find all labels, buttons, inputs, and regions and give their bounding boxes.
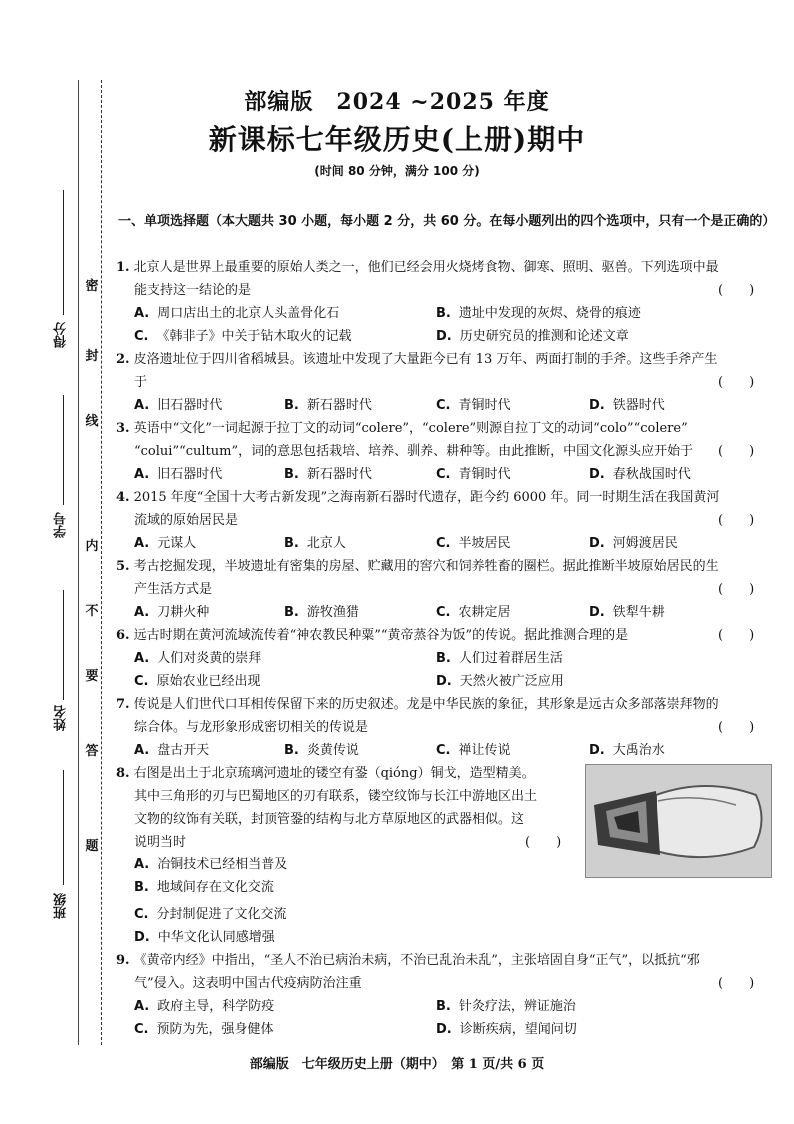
option-d[interactable]: 大禹治水 (612, 743, 665, 758)
option-letter: B. (436, 999, 451, 1014)
option-a[interactable]: 元谋人 (157, 536, 197, 551)
class-field-label: 班级 (54, 893, 69, 919)
option-d[interactable]: 诊断疾病，望闻问切 (459, 1022, 577, 1037)
option-b[interactable]: 新石器时代 (306, 467, 372, 482)
option-d[interactable]: 河姆渡居民 (612, 536, 678, 551)
question-number: 5. (116, 559, 130, 574)
option-d[interactable]: 春秋战国时代 (612, 467, 691, 482)
question-number: 4. (116, 490, 130, 505)
options-row (134, 302, 774, 325)
option-a[interactable]: 旧石器时代 (157, 467, 223, 482)
answer-blank[interactable]: ( ) (718, 444, 755, 459)
option-d[interactable]: 中华文化认同感增强 (157, 930, 275, 945)
seal-char: 要 (85, 669, 99, 684)
question-stem-cont: 于 (134, 375, 148, 390)
options-row (134, 647, 774, 670)
id-field-line[interactable] (63, 395, 64, 505)
options-row (134, 670, 774, 693)
question-number: 6. (116, 628, 130, 643)
answer-blank[interactable]: ( ) (718, 720, 755, 735)
option-d[interactable]: 天然火被广泛应用 (459, 674, 564, 689)
question-stem: 北京人是世界上最重要的原始人类之一，他们已经会用火烧烤食物、御寒、照明、驱兽。下列选项中最 (133, 260, 719, 275)
question-number: 7. (116, 697, 130, 712)
name-field-label: 姓名 (54, 705, 69, 731)
option-a[interactable]: 周口店出土的北京人头盖骨化石 (157, 306, 340, 321)
option-row (134, 926, 774, 949)
option-c[interactable]: 半坡居民 (458, 536, 511, 551)
option-letter: B. (284, 743, 299, 758)
exam-edition-title: 部编版 2024 ~2025 年度 (244, 89, 550, 115)
options-row (134, 463, 774, 486)
question-1 (116, 256, 771, 302)
option-b[interactable]: 炎黄传说 (306, 743, 359, 758)
option-letter: A. (134, 651, 150, 666)
option-letter: B. (284, 605, 299, 620)
option-a[interactable]: 冶铜技术已经相当普及 (157, 857, 288, 872)
answer-blank[interactable]: ( ) (718, 976, 755, 991)
seal-char: 密 (85, 279, 99, 294)
question-number: 1. (116, 260, 130, 275)
option-c[interactable]: 青铜时代 (458, 398, 511, 413)
option-letter: D. (436, 674, 452, 689)
question-stem-cont: “colui”“cultum”，词的意思包括栽培、培养、驯养、耕种等。由此推断，中国文化源头应开始于 (134, 444, 694, 459)
option-d[interactable]: 铁犁牛耕 (612, 605, 665, 620)
option-letter: A. (134, 743, 150, 758)
seal-char: 内 (85, 539, 99, 554)
option-letter: C. (436, 605, 451, 620)
answer-blank[interactable]: ( ) (718, 628, 755, 643)
option-letter: A. (134, 467, 150, 482)
options-row (134, 739, 774, 762)
option-letter: C. (134, 329, 149, 344)
binding-solid-line (78, 80, 79, 1045)
question-6 (116, 624, 771, 647)
option-letter: A. (134, 999, 150, 1014)
answer-blank[interactable]: ( ) (718, 283, 755, 298)
option-c[interactable]: 禅让传说 (458, 743, 511, 758)
option-letter: D. (589, 605, 605, 620)
question-3 (116, 417, 771, 463)
question-stem: 《黄帝内经》中指出，“圣人不治已病治未病，不治已乱治未乱”，主张培固自身“正气”，以抵抗“邪 (133, 953, 700, 968)
question-9 (116, 949, 771, 995)
option-b[interactable]: 人们过着群居生活 (458, 651, 563, 666)
option-letter: C. (436, 743, 451, 758)
question-stem: 右图是出土于北京琉璃河遗址的镂空有銎（qióng）铜戈，造型精美。 (133, 766, 535, 781)
option-b[interactable]: 游牧渔猎 (306, 605, 359, 620)
question-number: 2. (116, 352, 130, 367)
question-stem-cont: 气”侵入。这表明中国古代疫病防治注重 (134, 976, 362, 991)
option-row (134, 903, 774, 926)
option-letter: A. (134, 605, 150, 620)
option-b[interactable]: 针灸疗法，辨证施治 (458, 999, 576, 1014)
question-7 (116, 693, 771, 739)
option-b[interactable]: 遗址中发现的灰烬、烧骨的痕迹 (458, 306, 641, 321)
option-d[interactable]: 铁器时代 (612, 398, 665, 413)
binding-dashed-line (101, 80, 102, 1045)
name-field-line[interactable] (63, 590, 64, 700)
option-letter: D. (134, 930, 150, 945)
option-letter: C. (134, 907, 149, 922)
option-c[interactable]: 预防为先，强身健体 (156, 1022, 274, 1037)
page-footer: 部编版 七年级历史上册（期中） 第 1 页/共 6 页 (249, 1057, 545, 1072)
answer-blank[interactable]: ( ) (718, 375, 755, 390)
option-letter: D. (589, 743, 605, 758)
options-row (134, 325, 774, 348)
options-row (134, 394, 774, 417)
class-field-line[interactable] (63, 770, 64, 885)
question-stem: 英语中“文化”一词起源于拉丁文的动词“colere”，“colere”则源自拉丁文的动词“colo”“colere” (133, 421, 688, 436)
option-a[interactable]: 盘古开天 (157, 743, 210, 758)
option-a[interactable]: 刀耕火种 (157, 605, 210, 620)
bronze-dagger-axe-photo (585, 764, 772, 878)
option-c[interactable]: 青铜时代 (458, 467, 511, 482)
options-row (134, 1018, 774, 1041)
answer-blank[interactable]: ( ) (718, 513, 755, 528)
option-letter: B. (134, 880, 149, 895)
question-stem-cont: 流域的原始居民是 (134, 513, 239, 528)
option-letter: C. (436, 467, 451, 482)
question-stem: 远古时期在黄河流域流传着“神农教民种粟”“黄帝蒸谷为饭”的传说。据此推测合理的是 (133, 628, 629, 643)
seal-char: 答 (85, 744, 99, 759)
option-b[interactable]: 地域间存在文化交流 (156, 880, 274, 895)
option-letter: D. (589, 398, 605, 413)
question-number: 8. (116, 766, 130, 781)
question-stem: 2015 年度“全国十大考古新发现”之海南新石器时代遗存，距今约 6000 年。同一时期生活在我国黄河 (133, 490, 720, 505)
option-letter: A. (134, 306, 150, 321)
option-letter: B. (436, 306, 451, 321)
exam-title: 新课标七年级历史(上册)期中 (208, 123, 586, 156)
option-letter: C. (436, 398, 451, 413)
score-field-label: 得分 (54, 322, 69, 348)
question-stem: 考古挖掘发现，半坡遗址有密集的房屋、贮藏用的窖穴和饲养牲畜的圈栏。据此推断半坡原始居民的生 (133, 559, 719, 574)
option-b[interactable]: 北京人 (306, 536, 346, 551)
question-stem-cont: 其中三角形的刃与巴蜀地区的刃有联系，镂空纹饰与长江中游地区出土 (134, 789, 538, 804)
question-stem-cont: 综合体。与龙形象形成密切相关的传说是 (134, 720, 369, 735)
option-a[interactable]: 旧石器时代 (157, 398, 223, 413)
score-field-line[interactable] (63, 190, 64, 315)
option-c[interactable]: 农耕定居 (458, 605, 511, 620)
seal-char: 封 (85, 349, 99, 364)
options-row (134, 601, 774, 624)
answer-blank[interactable]: ( ) (525, 835, 562, 850)
option-row (134, 876, 774, 899)
question-stem: 皮洛遗址位于四川省稻城县。该遗址中发现了大量距今已有 13 万年、两面打制的手斧。这些手斧产生 (133, 352, 718, 367)
options-row (134, 532, 774, 555)
question-stem-cont: 能支持这一结论的是 (134, 283, 252, 298)
option-letter: B. (284, 398, 299, 413)
seal-char: 题 (85, 839, 99, 854)
options-row (134, 995, 774, 1018)
option-letter: C. (134, 1022, 149, 1037)
option-letter: B. (284, 467, 299, 482)
option-a[interactable]: 人们对炎黄的崇拜 (157, 651, 262, 666)
question-stem-cont: 产生活方式是 (134, 582, 213, 597)
option-c[interactable]: 《韩非子》中关于钻木取火的记载 (156, 329, 352, 344)
option-b[interactable]: 新石器时代 (306, 398, 372, 413)
option-letter: D. (436, 329, 452, 344)
seal-char: 不 (85, 604, 99, 619)
question-4 (116, 486, 771, 532)
exam-time-score: (时间 80 分钟，满分 100 分) (314, 164, 480, 178)
option-c[interactable]: 分封制促进了文化交流 (156, 907, 287, 922)
option-letter: D. (589, 536, 605, 551)
option-a[interactable]: 政府主导，科学防疫 (157, 999, 275, 1014)
option-d[interactable]: 历史研究员的推测和论述文章 (459, 329, 629, 344)
section-heading: 一、单项选择题（本大题共 30 小题，每小题 2 分，共 60 分。在每小题列出的四个选项中，只有一个是正确的） (118, 214, 776, 229)
answer-blank[interactable]: ( ) (718, 582, 755, 597)
id-field-label: 学号 (54, 512, 69, 538)
question-number: 3. (116, 421, 130, 436)
question-2 (116, 348, 771, 394)
option-letter: C. (134, 674, 149, 689)
option-c[interactable]: 原始农业已经出现 (156, 674, 261, 689)
option-letter: D. (589, 467, 605, 482)
question-stem-cont: 文物的纹饰有关联，封顶管銎的结构与北方草原地区的武器相似。这 (134, 812, 525, 827)
question-5 (116, 555, 771, 601)
option-letter: B. (436, 651, 451, 666)
seal-char: 线 (85, 414, 99, 429)
question-8 (116, 762, 576, 854)
option-letter: A. (134, 857, 150, 872)
question-stem: 传说是人们世代口耳相传保留下来的历史叙述。龙是中华民族的象征，其形象是远古众多部落崇拜物的 (133, 697, 719, 712)
option-letter: A. (134, 398, 150, 413)
option-letter: A. (134, 536, 150, 551)
option-letter: D. (436, 1022, 452, 1037)
option-letter: B. (284, 536, 299, 551)
option-letter: C. (436, 536, 451, 551)
question-stem-cont: 说明当时 (134, 835, 187, 850)
question-number: 9. (116, 953, 130, 968)
